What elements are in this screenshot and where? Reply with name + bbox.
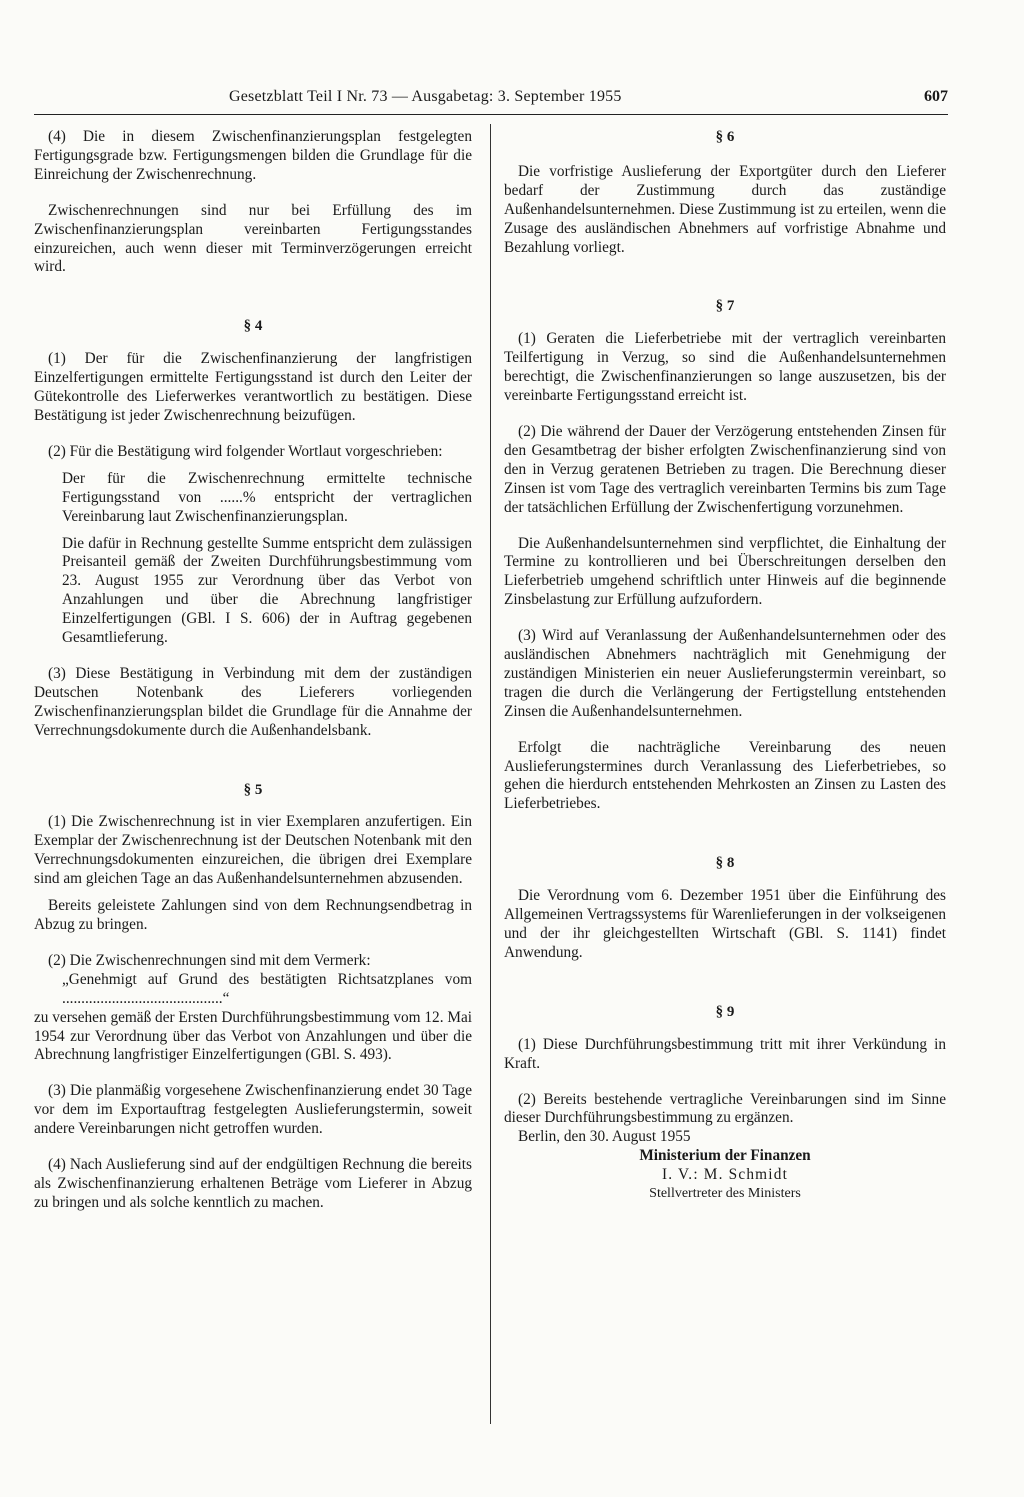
paragraph: (2) Die während der Dauer der Verzögerung entstehenden Zinsen für den Gesamtbetrag der bisher erfolgten Zwischenfinanzierung sind von den in Verzug geratenen Betrieben zu tragen. Die Berechnung dieser Zinsen ist vom Tage des vertraglich vereinbarten Termins bis zum Tage der tatsächlichen Erfüllung der Zwischenfertigung vorzunehmen. — [504, 422, 946, 516]
paragraph: (2) Bereits bestehende vertragliche Vereinbarungen sind im Sinne dieser Durchführungsbestimmung zu ergänzen. — [504, 1090, 946, 1127]
paragraph: Die Außenhandelsunternehmen sind verpflichtet, die Einhaltung der Termine zu kontrollieren und bei Überschreitungen derselben den Lieferbetrieb umgehend schriftlich unter Hinweis auf die beginnende Zinsbelastung zur Erfüllung aufzufordern. — [504, 534, 946, 609]
paragraph: Die Verordnung vom 6. Dezember 1951 über die Einführung des Allgemeinen Vertragssystems für Warenlieferungen in der volkseigenen und der ihr gleichgestellten Wirtschaft (GBl. S. 1141) findet Anwendung. — [504, 887, 946, 961]
header-title: Gesetzblatt Teil I Nr. 73 — Ausgabetag: 3. September 1955 — [229, 88, 622, 105]
paragraph: (3) Die planmäßig vorgesehene Zwischenfinanzierung endet 30 Tage vor dem im Exportauftrag festgelegten Auslieferungstermin, soweit andere Vereinbarungen nicht getroffen wurden. — [34, 1082, 472, 1138]
section-heading-7: § 7 — [715, 298, 735, 315]
paragraph: (1) Der für die Zwischenfinanzierung der langfristigen Einzelfertigungen ermittelte Fertigungsstand ist durch den Leiter der Gütekontrolle des Lieferwerkes verantwortlich zu bestätigen. Diese Bestätigung ist jeder Zwischenrechnung beizufügen. — [34, 350, 472, 424]
left-column — [34, 128, 472, 1213]
section-heading-5: § 5 — [243, 781, 263, 798]
section-heading-4: § 4 — [243, 318, 263, 335]
paragraph: (1) Die Zwischenrechnung ist in vier Exemplaren anzufertigen. Ein Exemplar der Zwischenrechnung ist der Deutschen Notenbank mit den Verrechnungsdokumenten einzureichen, die übrigen drei Exemplare sind am gleichen Tage an das Außenhandelsunternehmen abzusenden. — [34, 813, 472, 888]
page-header — [34, 88, 948, 115]
quoted-text: Die dafür in Rechnung gestellte Summe entspricht dem zulässigen Preisanteil gemäß der Zweiten Durchführungsbestimmung vom 23. August 1955 zur Verordnung über das Verbot von Anzahlungen und über die Abrechnung langfristiger Einzelfertigungen (GBl. I S. 606) der in Auftrag gegebenen Gesamtlieferung. — [62, 534, 472, 647]
section-heading-8: § 8 — [715, 855, 735, 872]
column-divider — [490, 124, 491, 1424]
page-number: 607 — [924, 88, 948, 105]
paragraph: (1) Diese Durchführungsbestimmung tritt mit ihrer Verkündung in Kraft. — [504, 1035, 946, 1072]
paragraph: zu versehen gemäß der Ersten Durchführungsbestimmung vom 12. Mai 1954 zur Verordnung über das Verbot von Anzahlungen und über die Abrechnung langfristiger Einzelfertigungen (GBl. S. 493). — [34, 1008, 472, 1064]
paragraph: Zwischenrechnungen sind nur bei Erfüllung des im Zwischenfinanzierungsplan vereinbarten Fertigungsstandes einzureichen, auch wenn dieser mit Terminverzögerungen erreicht wird. — [34, 201, 472, 276]
quoted-text: „Genehmigt auf Grund des bestätigten Richtsatzplanes vom ..........................................“ — [62, 970, 472, 1007]
paragraph: (2) Für die Bestätigung wird folgender Wortlaut vorgeschrieben: — [48, 442, 443, 460]
right-column — [504, 128, 946, 1204]
section-heading-9: § 9 — [715, 1003, 735, 1020]
paragraph: (3) Wird auf Veranlassung der Außenhandelsunternehmen oder des ausländischen Abnehmers nachträglich mit Genehmigung der zuständigen Ministerien ein neuer Auslieferungstermin vereinbart, so tragen die durch die Verlängerung der Fertigstellung entstehenden Zinsen die Außenhandelsunternehmen. — [504, 627, 946, 720]
paragraph: Bereits geleistete Zahlungen sind von dem Rechnungsendbetrag in Abzug zu bringen. — [34, 897, 472, 933]
paragraph: (3) Diese Bestätigung in Verbindung mit dem der zuständigen Deutschen Notenbank des Lieferers vorliegenden Zwischenfinanzierungsplan bildet die Grundlage für die Annahme der Verrechnungsdokumente durch die Außenhandelsbank. — [34, 664, 472, 739]
paragraph: (2) Die Zwischenrechnungen sind mit dem Vermerk: — [48, 951, 371, 969]
signer-role: Stellvertreter des Ministers — [649, 1186, 801, 1202]
paragraph: (4) Nach Auslieferung sind auf der endgültigen Rechnung die bereits als Zwischenfinanzierung erhaltenen Beträge vom Lieferer in Abzug zu bringen und als solche kenntlich zu machen. — [34, 1156, 472, 1211]
place-date: Berlin, den 30. August 1955 — [518, 1128, 691, 1146]
paragraph: (1) Geraten die Lieferbetriebe mit der vertraglich vereinbarten Teilfertigung in Verzug, so sind die Außenhandelsunternehmen berechtigt, die Zwischenfinanzierungen so lange auszusetzen, bis der vereinbarte Fertigungsstand erreicht ist. — [504, 330, 946, 405]
paragraph: Erfolgt die nachträgliche Vereinbarung des neuen Auslieferungstermines durch Veranlassung des Lieferbetriebes, so gehen die hierdurch entstehenden Mehrkosten an Zinsen zu Lasten des Lieferbetriebes. — [504, 738, 946, 813]
signer-name: I. V.: M. Schmidt — [661, 1166, 789, 1184]
quoted-text: Der für die Zwischenrechnung ermittelte technische Fertigungsstand von ......% entspricht der vertraglichen Vereinbarung laut Zwischenfinanzierungsplan. — [62, 469, 472, 525]
ministry-name: Ministerium der Finanzen — [639, 1147, 811, 1165]
section-heading-6: § 6 — [715, 129, 735, 145]
paragraph: Die vorfristige Auslieferung der Exportgüter durch den Lieferer bedarf der Zustimmung durch das zuständige Außenhandelsunternehmen. Diese Zustimmung ist zu erteilen, wenn die Zusage des ausländischen Abnehmers auf vorfristige Abnahme und Bezahlung vorliegt. — [504, 162, 946, 256]
paragraph: (4) Die in diesem Zwischenfinanzierungsplan festgelegten Fertigungsgrade bzw. Fertigungsmengen bilden die Grundlage für die Einreichung der Zwischenrechnung. — [34, 128, 472, 183]
